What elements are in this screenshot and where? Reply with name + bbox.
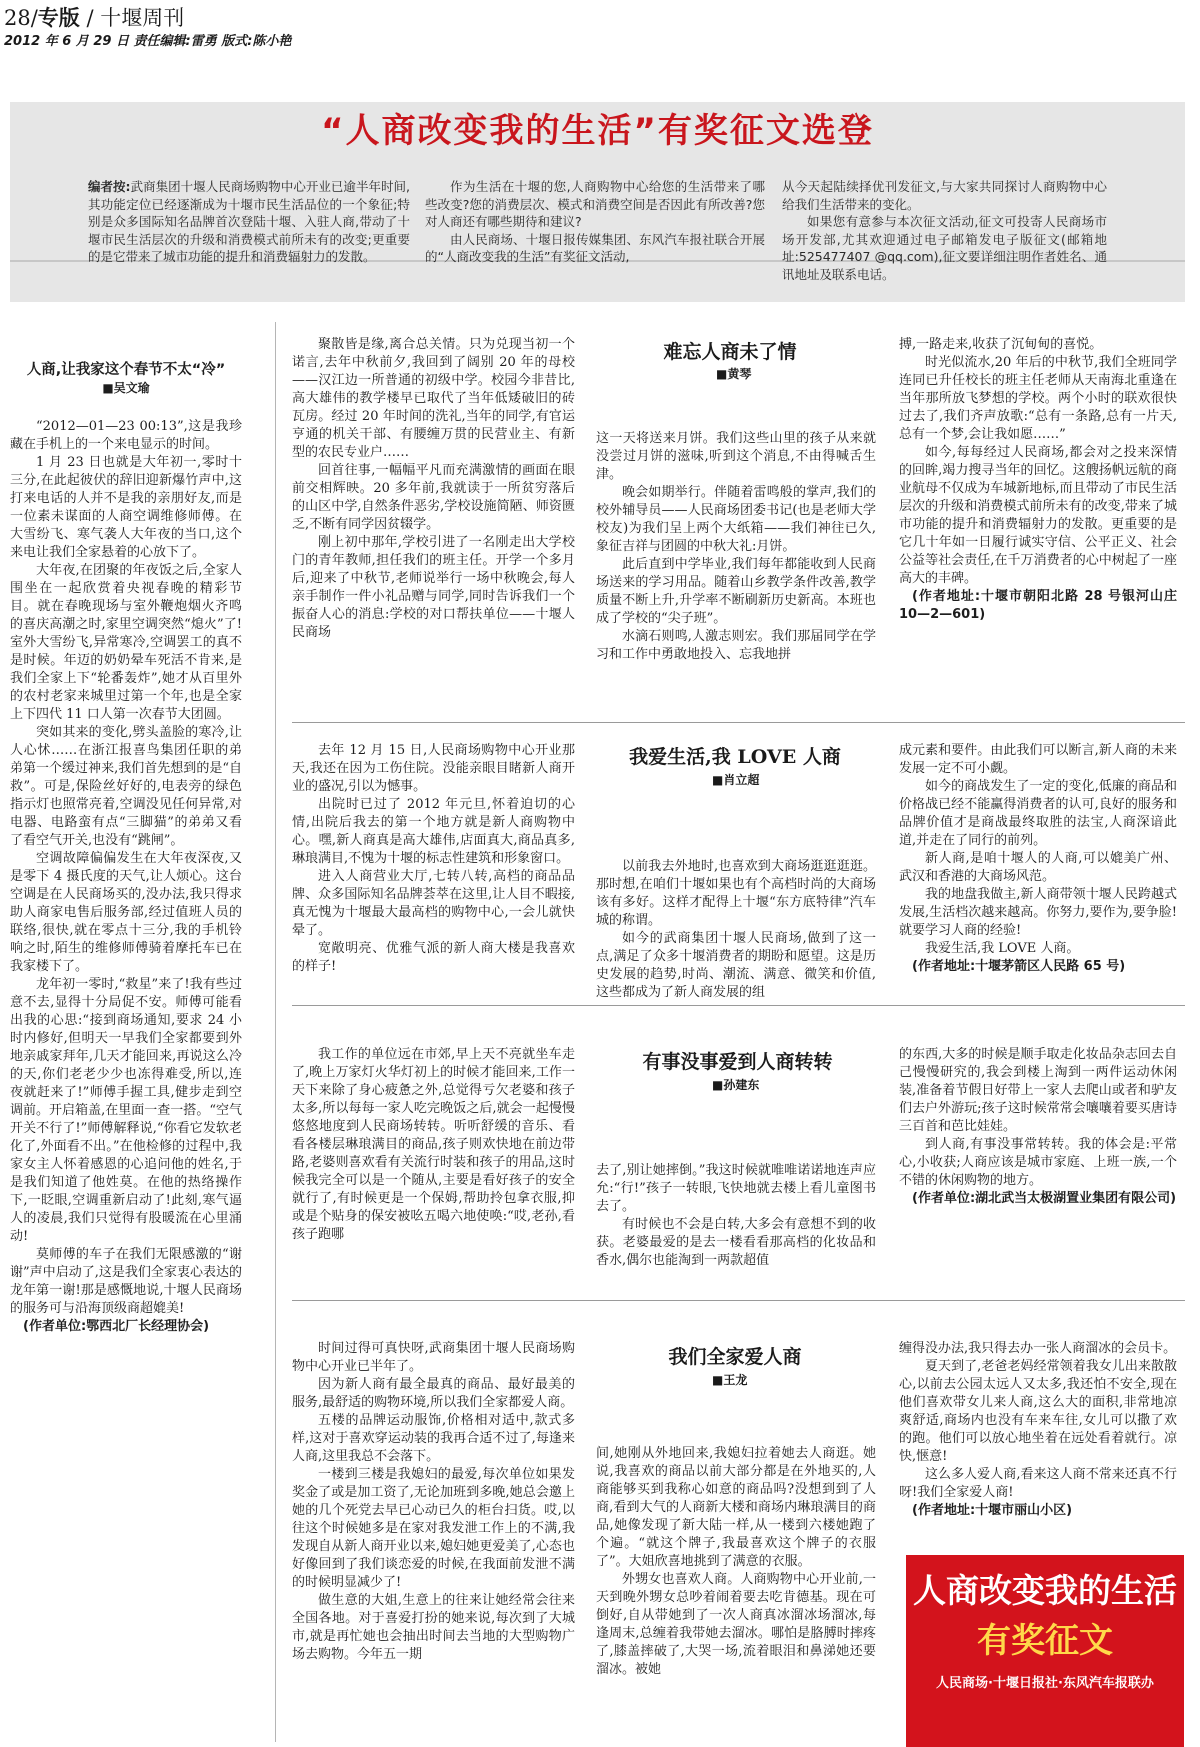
page-header-line [4, 4, 704, 32]
article-paragraph: 外甥女也喜欢人商。人商购物中心开业前,一天到晚外甥女总吵着闹着要去吃肯德基。现在可倒好,自从带她到了一次人商真冰溜冰场溜冰,每逢周末,总缠着我带她去溜冰。哪怕是胳膊时摔疼了,膝盖摔破了,大哭一场,流着眼泪和鼻涕她还要溜冰。被她 [596, 1572, 876, 1677]
article-4-col-1 [292, 1046, 575, 1286]
intro-col-3 [782, 178, 1107, 298]
article-paragraph: 龙年初一零时,“救星”来了!我有些过意不去,显得十分局促不安。师傅可能看出我的心思:“接到商场通知,要求 24 小时内修好,但明天一早我们全家都要到外地亲戚家拜年,几天才能回来,再说这么冷的天,你们老老少少也冻得难受,所以,连夜就赶来了!”师傅手握工具,健步走到空调前。开启箱盖,在里面一查一搭。“空气开关不行了!”师傅解释说,“你看它发软老化了,外面看不出。”在他检修的过程中,我家女主人怀着感恩的心追问他的姓名,于是我们知道了他姓莫。在他的热络操作下,一眨眼,空调重新启动了!此刻,寒气逼人的凌晨,我们只觉得有股暖流在心里涌动! [10, 977, 242, 1244]
intro-paragraph: 由人民商场、十堰日报传媒集团、东风汽车报社联合开展的“人商改变我的生活”有奖征文活动, [425, 231, 765, 264]
article-paragraph: 夏天到了,老爸老妈经常领着我女儿出来散散心,以前去公园太远人又太多,我还怕不安全,现在他们喜欢带女儿来人商,这么大的面积,非常地凉爽舒适,商场内也没有车来车往,女儿可以撒了欢的跑。他们可以放心地坐着在远处看着就行。凉快,惬意! [899, 1359, 1177, 1464]
contest-promo-box [906, 1555, 1184, 1747]
promo-organizers: 人民商场·十堰日报社·东风汽车报联办 [936, 1676, 1154, 1691]
article-5-title: 我们全家爱人商 [668, 1346, 802, 1368]
article-paragraph: 到人商,有事没事常转转。我的体会是:平常心,小收获;人商应该是城市家庭、上班一族,一个不错的休闲购物的地方。 [899, 1137, 1177, 1188]
article-paragraph: 水滴石则鸣,人激志则宏。我们那届同学在学习和工作中勇敢地投入、忘我地拼 [596, 629, 876, 662]
section-name: 专版 [37, 5, 80, 30]
article-paragraph: 1 月 23 日也就是大年初一,零时十三分,在此起彼伏的辞旧迎新爆竹声中,这打来电话的人并不是我的亲朋好友,而是一位素未谋面的人商空调维修师傅。在大雪纷飞、寒气袭人大年夜的当口,这个来电让我们全家悬着的心放下了。 [10, 455, 242, 560]
article-paragraph: 做生意的大姐,生意上的往来让她经常会往来全国各地。对于喜爱打扮的她来说,每次到了大城市,就是再忙她也会抽出时间去当地的大型购物广场去购物。今年五一期 [292, 1593, 575, 1662]
article-3-col-1 [292, 742, 575, 997]
article-5-address: (作者地址:十堰市丽山小区) [912, 1503, 1073, 1518]
article-2-author: ■黄琴 [716, 367, 752, 381]
banner-title: “人商改变我的生活”有奖征文选登 [321, 111, 874, 151]
article-paragraph: 进入人商营业大厅,七转八转,高档的商品品牌、众多国际知名品牌荟萃在这里,让人目不暇接,真无愧为十堰最大最高档的购物中心,一会儿就快晕了。 [292, 869, 575, 938]
article-paragraph: 时间过得可真快呀,武商集团十堰人民商场购物中心开业已半年了。 [292, 1341, 575, 1374]
article-paragraph: 晚会如期举行。伴随着雷鸣般的掌声,我们的校外辅导员——人民商场团委书记(也是老师大学校友)为我们呈上两个大纸箱——我们神往已久,象征吉祥与团圆的中秋大礼:月饼。 [596, 485, 876, 554]
article-paragraph: 我的地盘我做主,新人商带领十堰人民跨越式发展,生活档次越来越高。你努力,要作为,要争脸!就要学习人商的经验! [899, 887, 1177, 938]
article-3-author: ■肖立超 [712, 773, 760, 787]
article-2-col-1 [292, 336, 575, 708]
promo-subheadline: 有奖征文 [977, 1621, 1113, 1661]
article-5-author: ■王龙 [712, 1373, 748, 1387]
article-2-title: 难忘人商未了情 [663, 341, 797, 363]
article-paragraph: 以前我去外地时,也喜欢到大商场逛逛逛逛。那时想,在咱们十堰如果也有个高档时尚的大商场该有多好。这样才配得上十堰“东方底特律”汽车城的称谓。 [596, 859, 876, 928]
article-paragraph: 去年 12 月 15 日,人民商场购物中心开业那天,我还在因为工伤住院。没能亲眼目睹新人商开业的盛况,引以为憾事。 [292, 743, 575, 794]
article-3-address: (作者地址:十堰茅箭区人民路 65 号) [912, 959, 1126, 974]
article-3-title: 我爱生活,我 LOVE 人商 [629, 746, 841, 768]
article-paragraph: 这一天将送来月饼。我们这些山里的孩子从来就没尝过月饼的滋味,听到这个消息,不由得喊舌生津。 [596, 431, 876, 482]
article-paragraph: 的东西,大多的时候是顺手取走化妆品杂志回去自己慢慢研究的,我会到楼上淘到一两件运动休闲装,准备着节假日好带上一家人去爬山或者和驴友们去户外游玩;孩子这时候常常会嚷嚷着要买唐诗三百首和芭比娃娃。 [899, 1047, 1177, 1134]
article-2-address: (作者地址:十堰市朝阳北路 28 号银河山庄 10—2—601) [899, 589, 1177, 622]
article-5-col-2 [596, 1445, 876, 1740]
article-paragraph: 如今的武商集团十堰人民商场,做到了这一点,满足了众多十堰消费者的期盼和愿望。这是历史发展的趋势,时尚、潮流、满意、微笑和价值,这些都成为了新人商发展的组 [596, 931, 876, 1000]
article-paragraph: 有时候也不会是白转,大多会有意想不到的收获。老婆最爱的是去一楼看看那高档的化妆品和香水,偶尔也能淘到一两款超值 [596, 1217, 876, 1268]
article-paragraph: 刚上初中那年,学校引进了一名刚走出大学校门的青年教师,担任我们的班主任。开学一个多月后,迎来了中秋节,老师说举行一场中秋晚会,每人亲手制作一件小礼品赠与同学,同时告诉我们一个振奋人心的消息:学校的对口帮扶单位——十堰人民商场 [292, 535, 575, 640]
article-1-title: 人商,让我家这个春节不太“冷” [26, 362, 226, 378]
article-paragraph: 如今的商战发生了一定的变化,低廉的商品和价格战已经不能赢得消费者的认可,良好的服务和品牌价值才是商战最终取胜的法宝,人商深谙此道,并走在了同行的前列。 [899, 779, 1177, 848]
issue-meta: 2012 年 6 月 29 日 责任编辑:雷勇 版式:陈小艳 [4, 34, 292, 49]
intro-col-2 [425, 178, 765, 298]
article-4-col-3 [899, 1046, 1177, 1291]
intro-paragraph: 作为生活在十堰的您,人商购物中心给您的生活带来了哪些改变?您的消费层次、模式和消费空间是否因此有所改善?您对人商还有哪些期待和建议? [425, 179, 765, 229]
article-paragraph: 成元素和要件。由此我们可以断言,新人商的未来发展一定不可小觑。 [899, 743, 1177, 776]
promo-headline: 人商改变我的生活 [913, 1571, 1177, 1610]
article-paragraph: 大年夜,在团聚的年夜饭之后,全家人围坐在一起欣赏着央视春晚的精彩节目。就在春晚现场与室外鞭炮烟火齐鸣的喜庆高潮之时,家里空调突然“熄火”了!室外大雪纷飞,异常寒冷,空调罢工的真不是时候。年迈的奶奶晕车死活不肯来,是我们全家上下“轮番轰炸”,她才从百里外的农村老家来城里过第一个年,也是全家上下四代 11 口人第一次春节大团圆。 [10, 563, 242, 722]
article-paragraph: 去了,别让她摔倒。”我这时候就唯唯诺诺地连声应允:“行!”孩子一转眼,飞快地就去楼上看儿童图书去了。 [596, 1163, 876, 1214]
article-paragraph: 搏,一路走来,收获了沉甸甸的喜悦。 [899, 337, 1103, 352]
header-divider: / [79, 6, 101, 30]
article-paragraph: 时光似流水,20 年后的中秋节,我们全班同学连同已升任校长的班主任老师从天南海北重逢在当年那所放飞梦想的学校。两个小时的联欢很快过去了,我们齐声放歌:“总有一条路,总有一片天,总有一个梦,会让我如愿……” [899, 355, 1177, 442]
page-header [4, 4, 704, 56]
article-paragraph: 莫师傅的车子在我们无限感激的“谢谢”声中启动了,这是我们全家衷心表达的龙年第一谢!那是感慨地说,十堰人民商场的服务可与沿海顶级商超媲美! [10, 1247, 242, 1316]
article-paragraph: 新人商,是咱十堰人的人商,可以媲美广州、武汉和香港的大商场风范。 [899, 851, 1177, 884]
article-divider [292, 1300, 1185, 1301]
article-1 [10, 360, 242, 1680]
editor-note-label: 编者按: [88, 179, 131, 194]
article-paragraph: 因为新人商有最全最真的商品、最好最美的服务,最舒适的购物环境,所以我们全家都爱人商。 [292, 1377, 575, 1410]
article-4-col-2 [596, 1162, 876, 1290]
article-2-col-2 [596, 430, 876, 710]
article-divider [292, 1005, 1185, 1006]
article-5-col-3 [899, 1340, 1177, 1548]
article-paragraph: 间,她刚从外地回来,我媳妇拉着她去人商逛。她说,我喜欢的商品以前大部分都是在外地买的,人商能够买到我称心如意的商品吗?没想到到了人商,看到大气的人商新大楼和商场内琳琅满目的商品,她像发现了新大陆一样,从一楼到六楼她跑了个遍。“就这个牌子,我最喜欢这个牌子的衣服了”。大姐欣喜地挑到了满意的衣服。 [596, 1446, 876, 1569]
intro-paragraph: 如果您有意参与本次征文活动,征文可投寄人民商场市场开发部,尤其欢迎通过电子邮箱发电子版征文(邮箱地址:525477407 @qq.com),征文要详细注明作者姓名、通讯地址及联系电话。 [782, 214, 1107, 282]
article-paragraph: 我爱生活,我 LOVE 人商。 [925, 941, 1080, 956]
article-1-author: ■吴文瑜 [102, 381, 150, 395]
article-paragraph: 聚散皆是缘,离合总关情。只为兑现当初一个诺言,去年中秋前夕,我回到了阔别 20 年的母校——汉江边一所普通的初级中学。校园今非昔比,高大雄伟的教学楼早已取代了当年低矮破旧的砖瓦房。经过 20 年时间的洗礼,当年的同学,有官运亨通的机关干部、有腰缠万贯的民营业主、有新型的农民专业户…… [292, 337, 575, 460]
article-2-col-3 [899, 336, 1177, 711]
article-paragraph: 这么多人爱人商,看来这人商不常来还真不行呀!我们全家爱人商! [899, 1467, 1177, 1500]
editor-note-text: 武商集团十堰人民商场购物中心开业已逾半年时间,其功能定位已经逐渐成为十堰市民生活品位的一个象征;特别是众多国际知名品牌首次登陆十堰、入驻人商,带动了十堰市民生活层次的升级和消费模式前所未有的改变;更重要的是它带来了城市功能的提升和消费辐射力的发散。 [88, 179, 410, 264]
page-number: 28/ [4, 6, 38, 30]
paper-name: 十堰周刊 [100, 6, 185, 30]
editor-note [88, 178, 410, 298]
article-paragraph: 回首往事,一幅幅平凡而充满激情的画面在眼前交相辉映。20 多年前,我就读于一所贫穷落后的山区中学,自然条件恶劣,学校设施简陋、师资匮乏,不断有同学因贫辍学。 [292, 463, 575, 532]
article-3-col-3 [899, 742, 1177, 1000]
column-rule [275, 322, 276, 1742]
article-paragraph: “2012—01—23 00:13”,这是我珍藏在手机上的一个来电显示的时间。 [10, 419, 242, 452]
article-3-col-2 [596, 858, 876, 1000]
article-paragraph: 宽敞明亮、优雅气派的新人商大楼是我喜欢的样子! [292, 941, 575, 974]
article-paragraph: 空调故障偏偏发生在大年夜深夜,又是零下 4 摄氏度的天气,让人烦心。这台空调是在人民商场买的,没办法,我只得求助人商家电售后服务部,经过值班人员的联络,很快,就在零点十三分,我的手机铃响之时,陌生的维修师傅骑着摩托车已在我家楼下了。 [10, 851, 242, 974]
article-paragraph: 我工作的单位远在市郊,早上天不亮就坐车走了,晚上万家灯火华灯初上的时候才能回来,工作一天下来除了身心疲惫之外,总觉得亏欠老婆和孩子太多,所以每每一家人吃完晚饭之后,就会一起慢慢悠悠地度到人民商场转转。听听舒缓的音乐、看看各楼层琳琅满目的商品,孩子则欢快地在前边带路,老婆则喜欢看有关流行时装和孩子的用品,这时候我完全可以是一个随从,主要是看好孩子的安全就行了,有时候更是一个保姆,帮助拎包拿衣服,抑或是个贴身的保安被吆五喝六地使唤:“哎,老孙,看孩子跑哪 [292, 1047, 575, 1242]
article-paragraph: 突如其来的变化,劈头盖脸的寒冷,让人心怵……在浙江报喜鸟集团任职的弟弟第一个缓过神来,我们首先想到的是“自救”。可是,保险丝好好的,电表旁的绿色指示灯也照常亮着,空调没见任何异常,对电器、电路蛮有点“三脚猫”的弟弟又看了看空气开关,也没有“跳闸”。 [10, 725, 242, 848]
article-5-col-1 [292, 1340, 575, 1740]
article-paragraph: 出院时已过了 2012 年元旦,怀着迫切的心情,出院后我去的第一个地方就是新人商购物中心。嘿,新人商真是高大雄伟,店面真大,商品真多,琳琅满目,不愧为十堰的标志性建筑和形象窗口。 [292, 797, 575, 866]
article-4-address: (作者单位:湖北武当太极湖置业集团有限公司) [912, 1191, 1177, 1206]
intro-paragraph: 从今天起陆续择优刊发征文,与大家共同探讨人商购物中心给我们生活带来的变化。 [782, 179, 1107, 212]
article-paragraph: 一楼到三楼是我媳妇的最爱,每次单位如果发奖金了或是加工资了,无论加班到多晚,她总会邀上她的几个死党去早已心动已久的柜台扫货。哎,以往这个时候她多是在家对我发泄工作上的不满,我发现自从新人商开业以来,媳妇她更爱美了,心态也好像回到了我们谈恋爱的时候,在我面前发泄不满的时候明显减少了! [292, 1467, 575, 1590]
article-paragraph: 缠得没办法,我只得去办一张人商溜冰的会员卡。 [899, 1341, 1177, 1356]
article-paragraph: 此后直到中学毕业,我们每年都能收到人民商场送来的学习用品。随着山乡教学条件改善,教学质量不断上升,升学率不断刷新历史新高。本班也成了学校的“尖子班”。 [596, 557, 876, 626]
article-paragraph: 如今,每每经过人民商场,都会对之投来深情的回眸,竭力搜寻当年的回忆。这艘扬帆远航的商业航母不仅成为车城新地标,而且带动了市民生活层次的升级和消费模式前所未有的改变,带来了城市功能的提升和消费辐射力的发散。更重要的是它几十年如一日履行诚实守信、公平正义、社会公益等社会责任,在千万消费者的心中树起了一座高大的丰碑。 [899, 445, 1177, 586]
article-paragraph: 五楼的品牌运动服饰,价格相对适中,款式多样,这对于喜欢穿运动装的我再合适不过了,每逢来人商,这里我总不会落下。 [292, 1413, 575, 1464]
article-4-title: 有事没事爱到人商转转 [642, 1051, 833, 1073]
article-4-author: ■孙建东 [712, 1078, 760, 1092]
article-1-address: (作者单位:鄂西北厂长经理协会) [23, 1319, 210, 1334]
article-divider [292, 722, 1185, 723]
